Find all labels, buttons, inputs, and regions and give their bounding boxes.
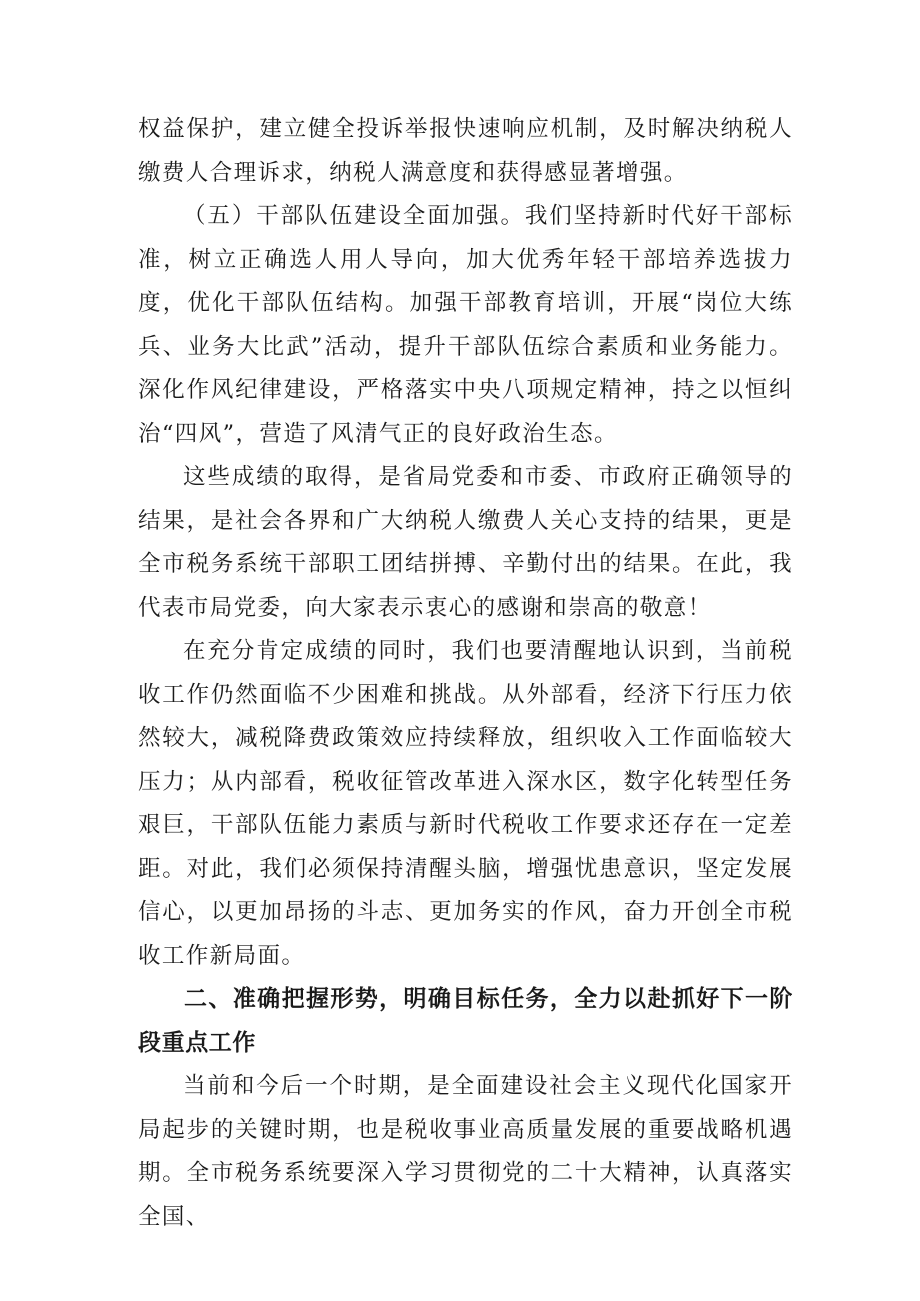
section-heading: 二、准确把握形势，明确目标任务，全力以赴抓好下一阶段重点工作 (138, 986, 793, 1056)
paragraph-cadre-building: （五）干部队伍建设全面加强。我们坚持新时代好干部标准，树立正确选人用人导向，加大优秀年轻干部培养选拔力度，优化干部队伍结构。加强干部教育培训，开展“岗位大练兵、业务大比武”活动，提升干部队伍综合素质和业务能力。深化作风纪律建设，严格落实中央八项规定精神，持之以恒纠治“四风”，营造了风清气正的良好政治生态。 (138, 203, 793, 447)
paragraph-achievements: 这些成绩的取得，是省局党委和市委、市政府正确领导的结果，是社会各界和广大纳税人缴费人关心支持的结果，更是全市税务系统干部职工团结拼搏、辛勤付出的结果。在此，我代表市局党委，向大家表示衷心的感谢和崇高的敬意！ (138, 464, 793, 621)
paragraph-current-period: 当前和今后一个时期，是全面建设社会主义现代化国家开局起步的关键时期，也是税收事业高质量发展的重要战略机遇期。全市税务系统要深入学习贯彻党的二十大精神，认真落实全国、 (138, 1073, 793, 1230)
document-body (138, 108, 793, 1239)
paragraph-challenges: 在充分肯定成绩的同时，我们也要清醒地认识到，当前税收工作仍然面临不少困难和挑战。从外部看，经济下行压力依然较大，减税降费政策效应持续释放，组织收入工作面临较大压力；从内部看，税收征管改革进入深水区，数字化转型任务艰巨，干部队伍能力素质与新时代税收工作要求还存在一定差距。对此，我们必须保持清醒头脑，增强忧患意识，坚定发展信心，以更加昂扬的斗志、更加务实的作风，奋力开创全市税收工作新局面。 (138, 638, 793, 969)
paragraph-rights-protection: 权益保护，建立健全投诉举报快速响应机制，及时解决纳税人缴费人合理诉求，纳税人满意度和获得感显著增强。 (138, 116, 793, 186)
